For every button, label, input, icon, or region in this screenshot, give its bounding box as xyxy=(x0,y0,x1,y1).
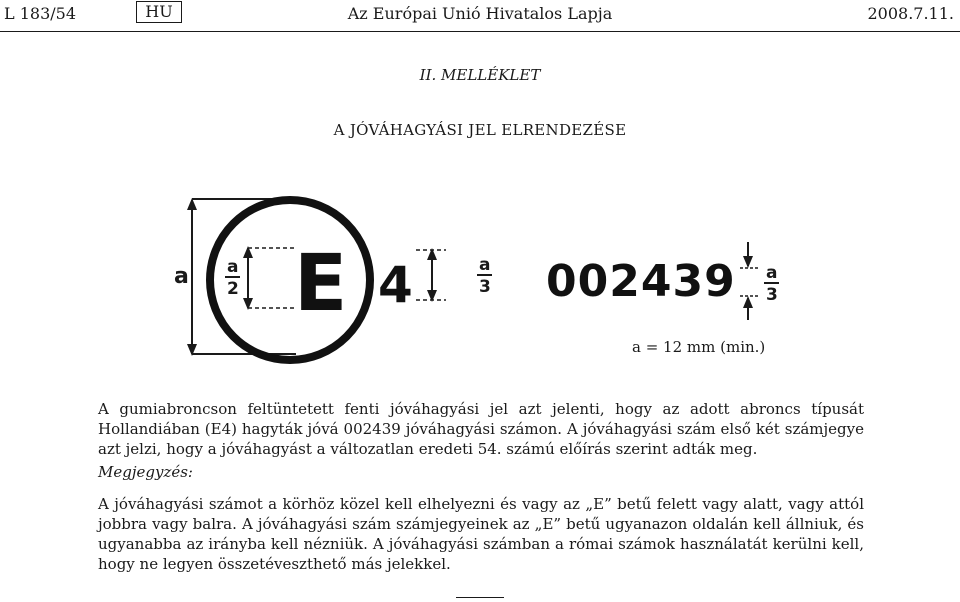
dim-third-numerator-2: a xyxy=(766,263,778,283)
page-reference: L 183/54 xyxy=(4,4,76,23)
dim-third-denominator-2: 3 xyxy=(766,285,778,305)
publication-date: 2008.7.11. xyxy=(867,4,954,23)
annex-label: II. MELLÉKLET xyxy=(419,66,541,84)
dim-half-denominator: 2 xyxy=(227,279,239,299)
page-title: A JÓVÁHAGYÁSI JEL ELRENDEZÉSE xyxy=(333,121,627,139)
journal-title: Az Európai Unió Hivatalos Lapja xyxy=(347,4,613,23)
explanation-paragraph: A gumiabroncson feltüntetett fenti jóváhagyási jel azt jelenti, hogy az adott abroncs típusát Hollandiában (E4) hagyták jóvá 002439 jóváhagyási számon. A jóváhagyási szám első két számjegye azt jelzi, hogy a jóváhagyást a változatlan eredeti 54. számú előírás szerint adták meg. xyxy=(98,400,864,458)
dim-third-numerator: a xyxy=(479,255,491,275)
footnote-rule xyxy=(456,597,504,598)
dimension-a-third-number xyxy=(740,242,779,320)
language-badge: HU xyxy=(136,1,182,23)
header-rule xyxy=(0,31,960,32)
dim-half-numerator: a xyxy=(227,257,239,277)
note-paragraph: A jóváhagyási számot a körhöz közel kell elhelyezni és vagy az „E” betű felett vagy alatt, vagy attól jobbra vagy balra. A jóváhagyási szám számjegyeinek az „E” betű ugyanazon oldalán kell állniuk, és ugyanabba az irányba kell nézniük. A jóváhagyási számban a római számok használatát kerülni kell, hogy ne legyen összetéveszthető más jelekkel. xyxy=(98,495,864,573)
dimension-a-half xyxy=(225,246,294,310)
dim-third-denominator: 3 xyxy=(479,277,491,297)
page-header xyxy=(0,0,960,34)
mark-letter-e: E xyxy=(294,239,348,329)
minimum-size-note: a = 12 mm (min.) xyxy=(632,338,766,356)
dimension-a-third-mark xyxy=(416,248,492,302)
approval-number: 002439 xyxy=(546,256,736,307)
dim-a-label: a xyxy=(174,264,189,289)
mark-country-number: 4 xyxy=(378,256,413,314)
note-label: Megjegyzés: xyxy=(98,463,193,481)
